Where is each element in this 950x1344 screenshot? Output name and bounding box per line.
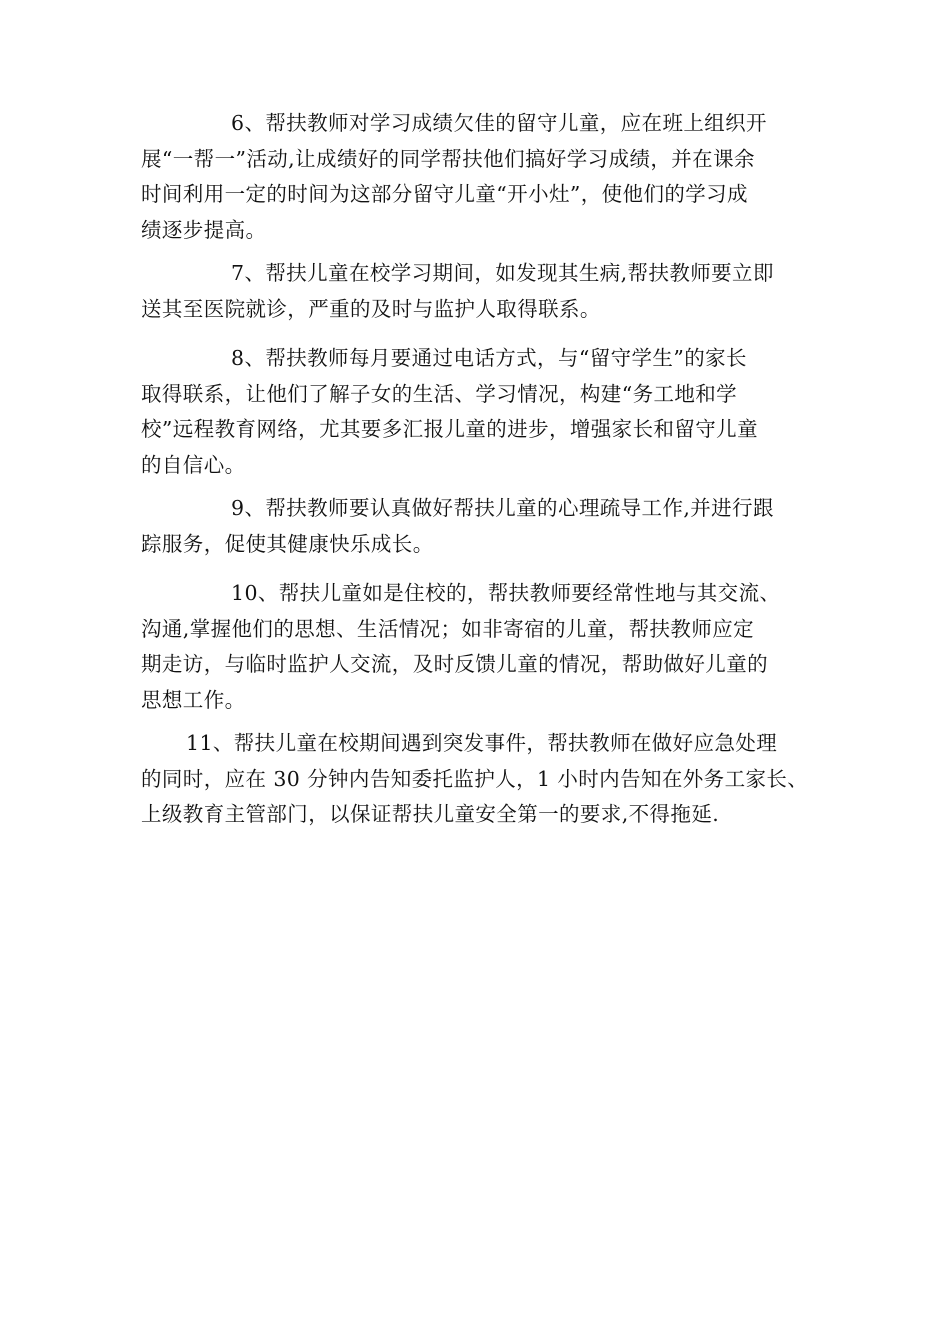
paragraph-line: 绩逐步提高。: [141, 217, 267, 242]
paragraph-7: [141, 256, 841, 327]
paragraph-6: [141, 106, 841, 248]
paragraph-line: 沟通,掌握他们的思想、生活情况；如非寄宿的儿童，帮扶教师应定: [141, 616, 755, 641]
paragraph-line: 10、帮扶儿童如是住校的，帮扶教师要经常性地与其交流、: [231, 581, 781, 605]
paragraph-10: [141, 576, 841, 718]
paragraph-line: 期走访，与临时监护人交流，及时反馈儿童的情况，帮助做好儿童的: [141, 652, 768, 676]
paragraph-line: 展“一帮一”活动,让成绩好的同学帮扶他们搞好学习成绩，并在课余: [141, 146, 755, 171]
paragraph-line: 11、帮扶儿童在校期间遇到突发事件，帮扶教师在做好应急处理: [186, 731, 778, 755]
paragraph-9: [141, 491, 841, 562]
paragraph-line: 7、帮扶儿童在校学习期间，如发现其生病,帮扶教师要立即: [231, 261, 774, 285]
paragraph-line: 取得联系，让他们了解子女的生活、学习情况，构建“务工地和学: [141, 381, 738, 406]
paragraph-line: 思想工作。: [141, 687, 246, 712]
paragraph-line: 的自信心。: [141, 452, 246, 477]
paragraph-line: 9、帮扶教师要认真做好帮扶儿童的心理疏导工作,并进行跟: [231, 496, 774, 520]
paragraph-line: 时间利用一定的时间为这部分留守儿童“开小灶”，使他们的学习成: [141, 182, 748, 206]
paragraph-line: 6、帮扶教师对学习成绩欠佳的留守儿童，应在班上组织开: [231, 111, 767, 135]
paragraph-line: 的同时，应在 30 分钟内告知委托监护人，1 小时内告知在外务工家长、: [141, 766, 809, 791]
paragraph-line: 送其至医院就诊，严重的及时与监护人取得联系。: [141, 296, 601, 321]
paragraph-line: 8、帮扶教师每月要通过电话方式，与“留守学生”的家长: [231, 346, 747, 370]
paragraph-11: [141, 726, 841, 833]
paragraph-line: 校”远程教育网络，尤其要多汇报儿童的进步，增强家长和留守儿童: [141, 417, 758, 441]
paragraph-line: 上级教育主管部门，以保证帮扶儿童安全第一的要求,不得拖延.: [141, 802, 720, 826]
paragraph-line: 踪服务，促使其健康快乐成长。: [141, 531, 434, 556]
paragraph-8: [141, 341, 841, 483]
